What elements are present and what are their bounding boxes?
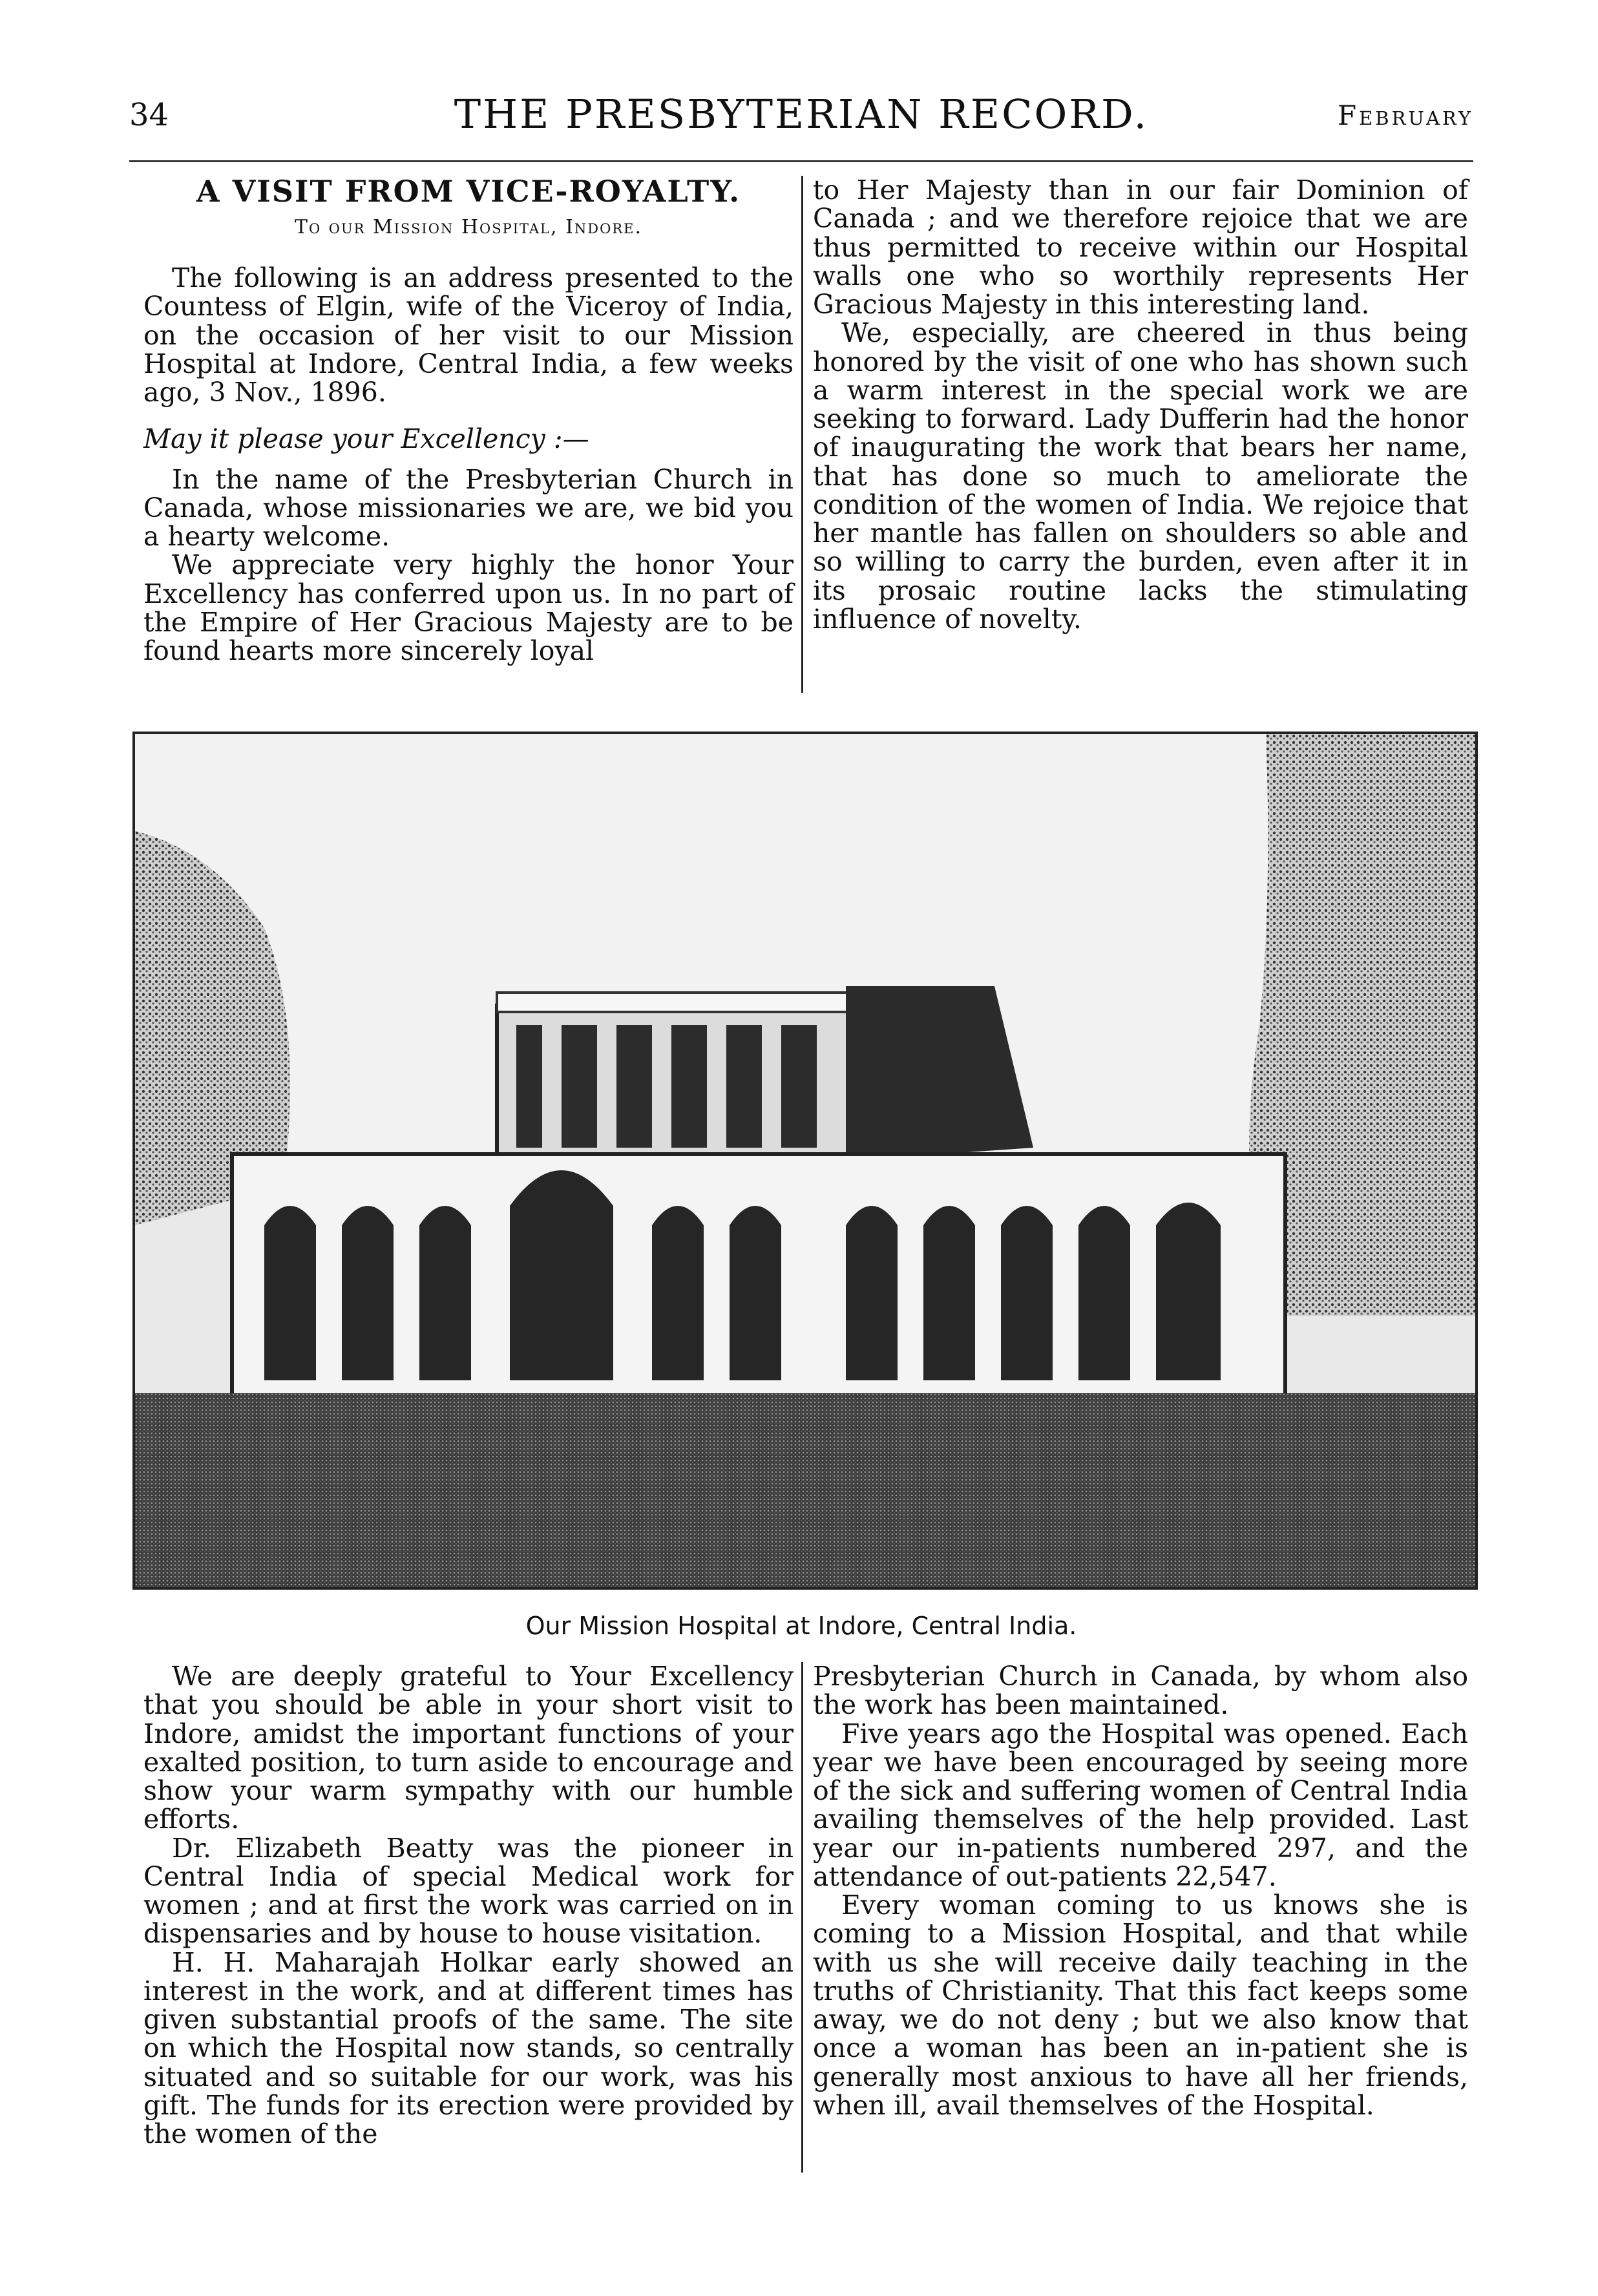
page-header — [129, 90, 1473, 149]
column-top-left — [143, 176, 794, 666]
paragraph: Five years ago the Hospital was opened. Each year we have been encouraged by seeing more of the sick and suffering women of Central India availing themselves of the help provided. Last year our in-patients numbered 297, and the attendance of out-patients 22,547. — [813, 1718, 1468, 1892]
paragraph: Presbyterian Church in Canada, by whom also the work has been maintained. — [813, 1661, 1468, 1721]
article-title: A VISIT FROM VICE-ROYALTY. — [196, 174, 741, 209]
column-divider — [801, 176, 803, 693]
paragraph: H. H. Maharajah Holkar early showed an interest in the work, and at different times has given substantial proofs of the same. The site on which the Hospital now stands, so centrally situated and so suitable for our work, was his gift. The funds for its erection were provided by the women of the — [143, 1946, 794, 2150]
page-number: 34 — [129, 97, 169, 133]
paragraph: In the name of the Presbyterian Church in Canada, whose missionaries we are, we bid you a hearty welcome. — [143, 463, 794, 553]
paragraph: Every woman coming to us knows she is coming to a Mission Hospital, and that while with us she will receive daily teaching in the truths of Christianity. That this fact keeps some away, we do not deny ; but we also know that once a woman has been an in-patient she is generally most anxious to have all her friends, when ill, avail themselves of the Hospital. — [813, 1890, 1468, 2121]
paragraph: to Her Majesty than in our fair Dominion of Canada ; and we therefore rejoice that we are thus permitted to receive within our Hospital walls one who so worthily represents Her Gracious Majesty in this interesting land. — [813, 174, 1468, 321]
issue-month: February — [1337, 100, 1473, 131]
paragraph: We, especially, are cheered in thus being honored by the visit of one who has shown such a warm interest in the special work we are seeking to forward. Lady Dufferin had the honor of inaugurating the work that bears her name, that has done so much to ameliorate the condition of the women of India. We rejoice that her mantle has fallen on shoulders so able and so willing to carry the burden, even after it in its prosaic routine lacks the stimulating influence of novelty. — [813, 317, 1468, 635]
paragraph: Dr. Elizabeth Beatty was the pioneer in Central India of special Medical work for women ; and at first the work was carried on in dispensaries and by house to house visitation. — [143, 1832, 794, 1950]
column-divider — [801, 1662, 803, 2173]
hospital-illustration — [135, 734, 1475, 1587]
column-bottom-right — [813, 1662, 1468, 2120]
article-subtitle: To our Mission Hospital, Indore. — [294, 215, 643, 238]
paragraph: We are deeply grateful to Your Excellency that you should be able in your short visit to Indore, amidst the important functions of your exalted position, to turn aside to encourage and show your warm sympathy with our humble efforts. — [143, 1661, 794, 1835]
hospital-photo — [132, 732, 1478, 1590]
column-bottom-left — [143, 1662, 794, 2149]
column-top-right — [813, 176, 1468, 633]
photo-caption: Our Mission Hospital at Indore, Central India. — [525, 1612, 1077, 1640]
salutation: May it please your Excellency :— — [143, 423, 589, 455]
header-rule — [129, 160, 1473, 162]
paragraph: We appreciate very highly the honor Your Excellency has conferred upon us. In no part of the Empire of Her Gracious Majesty are to be found hearts more sincerely loyal — [143, 549, 794, 667]
publication-title: THE PRESBYTERIAN RECORD. — [454, 90, 1149, 138]
article-intro: The following is an address presented to the Countess of Elgin, wife of the Viceroy of India, on the occasion of her visit to our Mission Hospital at Indore, Central India, a few weeks ago, 3 Nov., 1896. — [143, 262, 794, 408]
